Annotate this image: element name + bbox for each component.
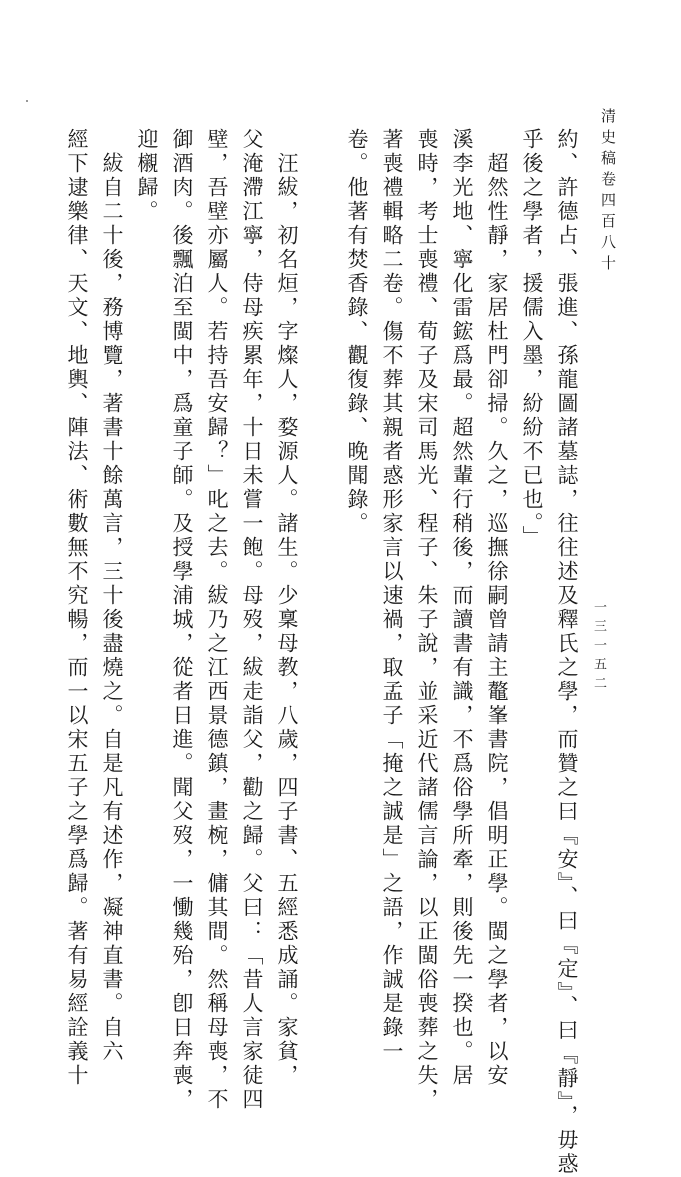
text-column-13: 迎櫬歸。 [135, 128, 159, 224]
text-column-7: 卷。他著有焚香錄、觀復錄、晚聞錄。 [345, 128, 369, 536]
text-column-2: 乎後之學者，援儒入墨，紛紛不已也。」 [520, 128, 544, 550]
text-column-15: 經下逮樂律、天文、地輿、陣法、術數無不究暢，而一以宋五子之學爲歸。著有易經詮義十 [65, 128, 89, 1088]
text-column-1: 約、許德占、張進、孫龍圖諸墓誌，往往述及釋氏之學，而贊之曰『安』、曰『定』、曰『靜』，毋惑 [555, 128, 579, 1177]
text-column-6: 著喪禮輯略二卷。傷不葬其親者惑形家言以速禍，取孟子「掩之誠是」之語，作誠是錄一 [380, 128, 404, 1064]
scan-speck [26, 100, 28, 102]
page-number: 一三一五二 [591, 600, 606, 695]
text-column-3: 超然性靜，家居杜門卻掃。久之，巡撫徐嗣曾請主鼇峯書院，倡明正學。閩之學者，以安 [485, 128, 509, 1088]
text-column-12: 御酒肉。後飄泊至閩中，爲童子師。及授學浦城，從者日進。聞父歿，一慟幾殆，卽日奔喪， [170, 128, 194, 1112]
text-column-4: 溪李光地、寧化雷鋐爲最。超然輩行稍後，而讀書有識，不爲俗學所牽，則後先一揆也。居 [450, 128, 474, 1088]
text-column-9: 汪紱，初名烜，字燦人，婺源人。諸生。少稟母教，八歲，四子書、五經悉成誦。家貧， [275, 128, 299, 1088]
text-column-14: 紱自二十後，務博覽，著書十餘萬言，三十後盡燒之。自是凡有述作，凝神直書。自六 [100, 128, 124, 1064]
text-column-10: 父淹滯江寧，侍母疾累年，十日未嘗一飽。母歿，紱走詣父，勸之歸。父曰：「昔人言家徒四 [240, 128, 264, 1112]
text-column-11: 壁，吾壁亦屬人。若持吾安歸？」叱之去。紱乃之江西景德鎮，畫椀，傭其間。然稱母喪，不 [205, 128, 229, 1112]
running-header: 清史稿卷四百八十 [599, 108, 617, 276]
text-column-5: 喪時，考士喪禮、荀子及宋司馬光、程子、朱子說，並采近代諸儒言論，以正閩俗喪葬之失， [415, 128, 439, 1112]
